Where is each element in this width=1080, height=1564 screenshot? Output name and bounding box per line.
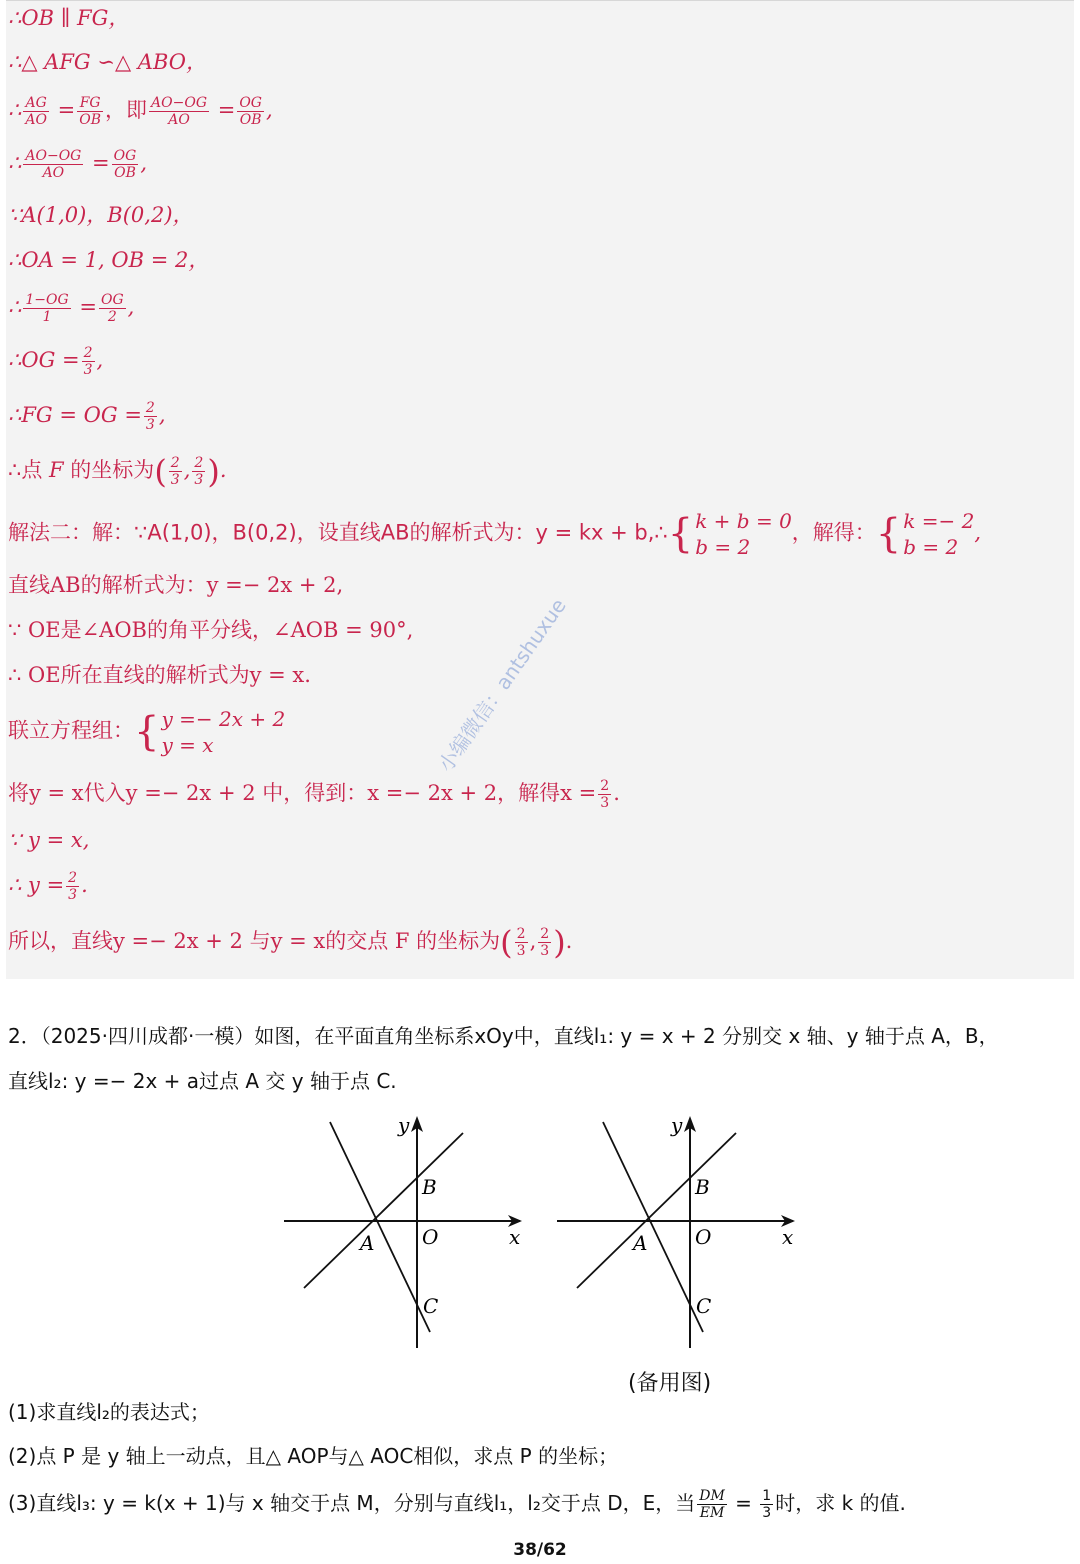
question-part-1: (1)求直线l₂的表达式；: [8, 1400, 210, 1424]
coordinate-figure-2: [553, 1110, 803, 1355]
label-x: x: [782, 1225, 794, 1249]
line-l1: [577, 1133, 736, 1288]
method2-y-value: ∴ y = $\frac{2}{3}$ .: [8, 870, 88, 904]
line-l2: [330, 1122, 430, 1332]
solution-line-3: ∴ $\frac{AG}{AO}$ = $\frac{FG}{OB}$ ，即 $\frac{AO-OG}{AO}$ = $\frac{OG}{OB}$ ,: [8, 95, 273, 129]
label-B: B: [422, 1175, 437, 1199]
label-A: A: [360, 1231, 375, 1255]
page-number: 38/62: [513, 1540, 567, 1560]
label-C: C: [696, 1294, 712, 1318]
figure-caption: (备用图): [628, 1371, 712, 1396]
question-line-2: 直线l₂: y =− 2x + a过点 A 交 y 轴于点 C.: [8, 1069, 397, 1093]
question-part-3: (3)直线l₃: y = k(x + 1)与 x 轴交于点 M，分别与直线l₁，l₂交于点 D，E，当 $\frac{DM}{EM}$ = $\frac{1}{3}$ 时，求 k 的值.: [8, 1488, 906, 1522]
label-C: C: [423, 1294, 439, 1318]
label-O: O: [422, 1225, 439, 1249]
solution-line-5: ∵A(1,0)，B(0,2)，: [8, 203, 194, 227]
solution-line-8: ∴OG = $\frac{2}{3}$ ,: [8, 345, 104, 379]
method2-line-ab: 直线AB的解析式为：y =− 2x + 2,: [8, 573, 344, 597]
solution-line-10: ∴点 F 的坐标为( $\frac{2}{3}$ , $\frac{2}{3}$ ).: [8, 452, 227, 491]
label-y: y: [398, 1113, 410, 1137]
label-y: y: [671, 1113, 683, 1137]
solution-line-1: ∴OB ∥ FG，: [8, 6, 130, 30]
solution-line-4: ∴ $\frac{AO-OG}{AO}$ = $\frac{OG}{OB}$ ,: [8, 148, 148, 182]
solution-line-2: ∴△ AFG ∽△ ABO，: [8, 50, 207, 74]
method2-bisector: ∵ OE是∠AOB的角平分线，∠AOB = 90°,: [8, 618, 414, 642]
method2-combine: 联立方程组：{ y =− 2x + 2 y = x: [8, 707, 286, 757]
label-B: B: [695, 1175, 710, 1199]
line-l1: [304, 1133, 463, 1288]
label-A: A: [633, 1231, 648, 1255]
coordinate-figure-1: [280, 1110, 530, 1355]
solution-line-6: ∴OA = 1, OB = 2，: [8, 248, 210, 272]
line-l2: [603, 1122, 703, 1332]
label-O: O: [695, 1225, 712, 1249]
solution-line-7: ∴ $\frac{1-OG}{1}$ = $\frac{OG}{2}$ ,: [8, 292, 135, 326]
method2-oe-line: ∴ OE所在直线的解析式为y = x.: [8, 663, 311, 687]
method2-intro-line: 解法二：解：∵A(1,0)，B(0,2)，设直线AB的解析式为：y = kx + b,∴{ k + b = 0 b = 2 ，解得：{ k =− 2 b = 2 ,: [8, 509, 982, 559]
label-x: x: [509, 1225, 521, 1249]
method2-conclusion: 所以，直线y =− 2x + 2 与y = x的交点 F 的坐标为( $\frac{2}{3}$ , $\frac{2}{3}$ ).: [8, 923, 573, 962]
question-line-1: 2．（2025·四川成都·一模）如图，在平面直角坐标系xOy中，直线l₁: y = x + 2 分别交 x 轴、y 轴于点 A，B，: [8, 1024, 999, 1048]
watermark: 小编微信：antshuxue: [433, 594, 571, 777]
question-part-2: (2)点 P 是 y 轴上一动点，且△ AOP与△ AOC相似，求点 P 的坐标；: [8, 1444, 619, 1468]
solution-line-9: ∴FG = OG = $\frac{2}{3}$ ,: [8, 400, 166, 434]
method2-substitute: 将y = x代入y =− 2x + 2 中，得到：x =− 2x + 2，解得x = $\frac{2}{3}$ .: [8, 778, 620, 812]
method2-since-y: ∵ y = x,: [8, 828, 90, 852]
